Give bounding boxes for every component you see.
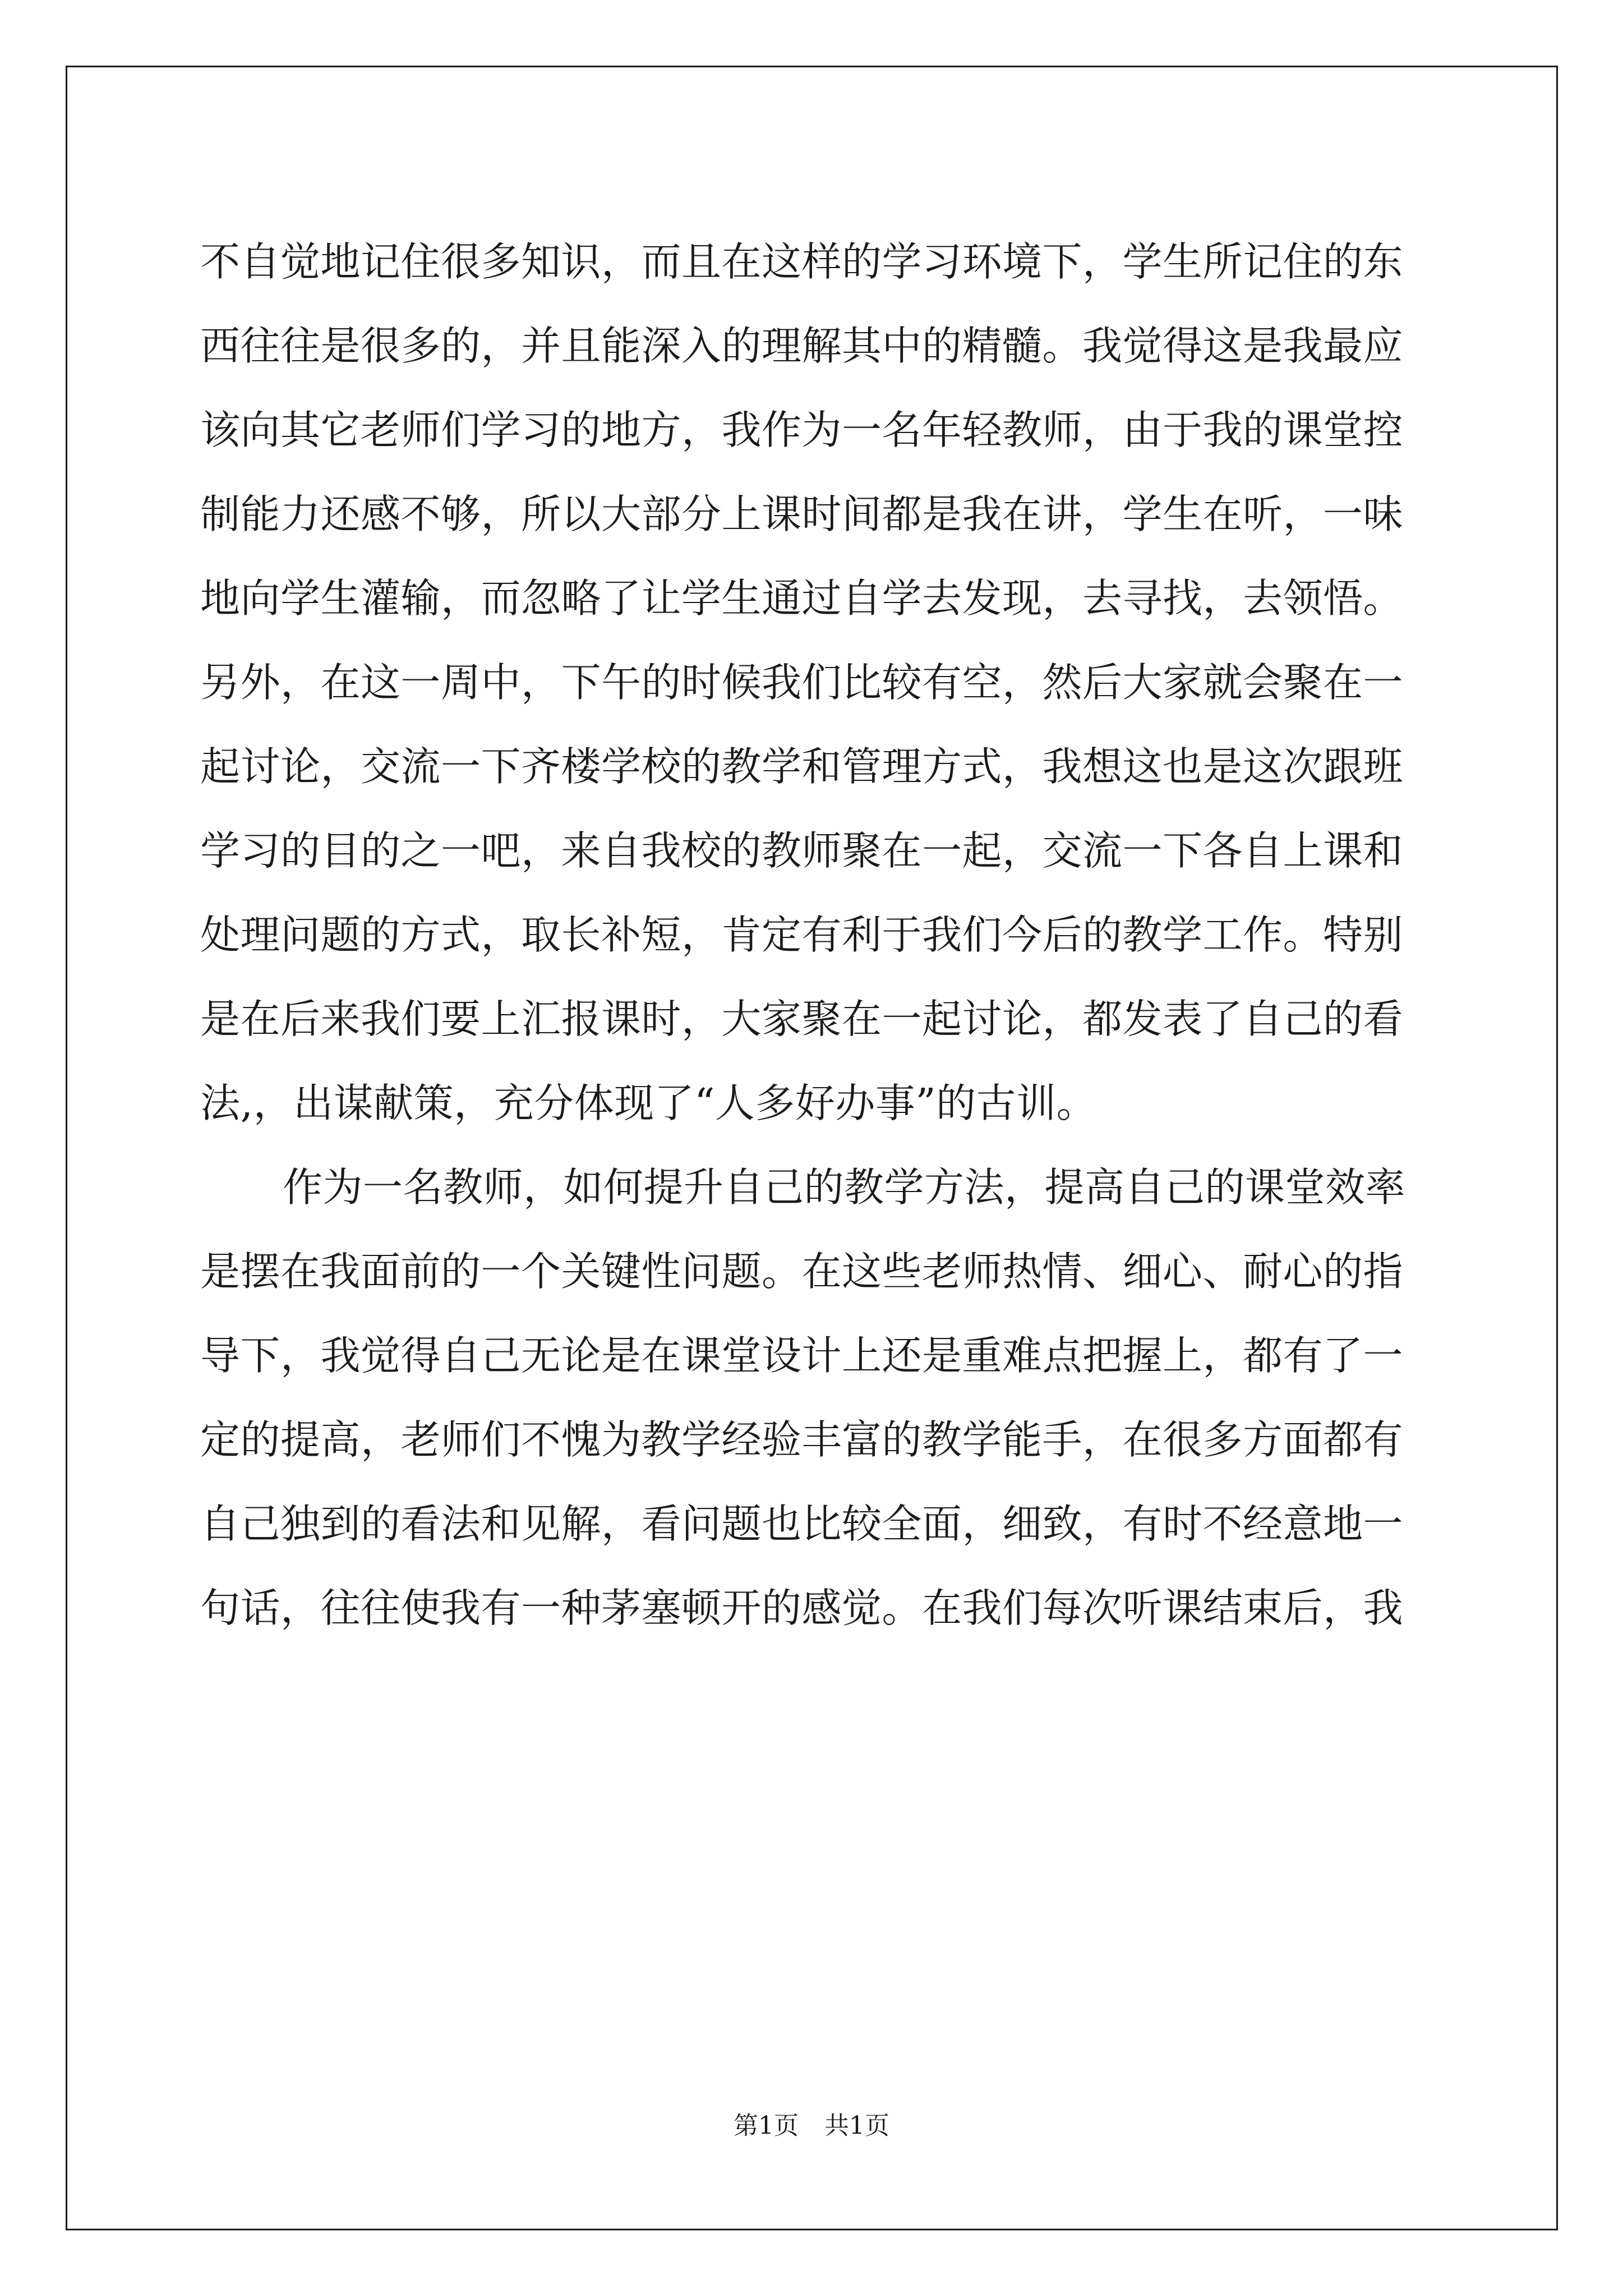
page-footer [0, 2109, 1623, 2143]
text-line: 导下，我觉得自己无论是在课堂设计上还是重难点把握上，都有了一 [200, 1332, 1404, 1379]
document-body [200, 220, 1434, 1650]
text-line: 西往往是很多的，并且能深入的理解其中的精髓。我觉得这是我最应 [200, 323, 1404, 369]
text-line: 定的提高，老师们不愧为教学经验丰富的教学能手，在很多方面都有 [200, 1416, 1404, 1463]
text-line: 句话，往往使我有一种茅塞顿开的感觉。在我们每次听课结束后，我 [200, 1585, 1404, 1631]
text-line: 自己独到的看法和见解，看问题也比较全面，细致，有时不经意地一 [200, 1501, 1404, 1547]
paragraph-start-line: 作为一名教师，如何提升自己的教学方法，提高自己的课堂效率 [283, 1164, 1406, 1211]
text-line: 起讨论，交流一下齐楼学校的教学和管理方式，我想这也是这次跟班 [200, 743, 1404, 790]
page-number: 第1页 [734, 2111, 799, 2140]
text-line: 学习的目的之一吧，来自我校的教师聚在一起，交流一下各自上课和 [200, 827, 1404, 874]
text-line: 是摆在我面前的一个关键性问题。在这些老师热情、细心、耐心的指 [200, 1248, 1404, 1295]
text-line: 处理问题的方式，取长补短，肯定有利于我们今后的教学工作。特别 [200, 912, 1404, 958]
text-line: 制能力还感不够，所以大部分上课时间都是我在讲，学生在听，一味 [200, 491, 1404, 537]
text-line: 是在后来我们要上汇报课时，大家聚在一起讨论，都发表了自己的看 [200, 996, 1404, 1042]
text-line: 地向学生灌输，而忽略了让学生通过自学去发现，去寻找，去领悟。 [200, 575, 1404, 622]
page-total: 共1页 [824, 2111, 889, 2140]
text-line: 该向其它老师们学习的地方，我作为一名年轻教师，由于我的课堂控 [200, 407, 1404, 453]
text-line: 法,，出谋献策，充分体现了“人多好办事”的古训。 [200, 1080, 1097, 1126]
text-line: 不自觉地记住很多知识，而且在这样的学习环境下，学生所记住的东 [200, 238, 1404, 285]
text-line: 另外，在这一周中，下午的时候我们比较有空，然后大家就会聚在一 [200, 659, 1404, 706]
